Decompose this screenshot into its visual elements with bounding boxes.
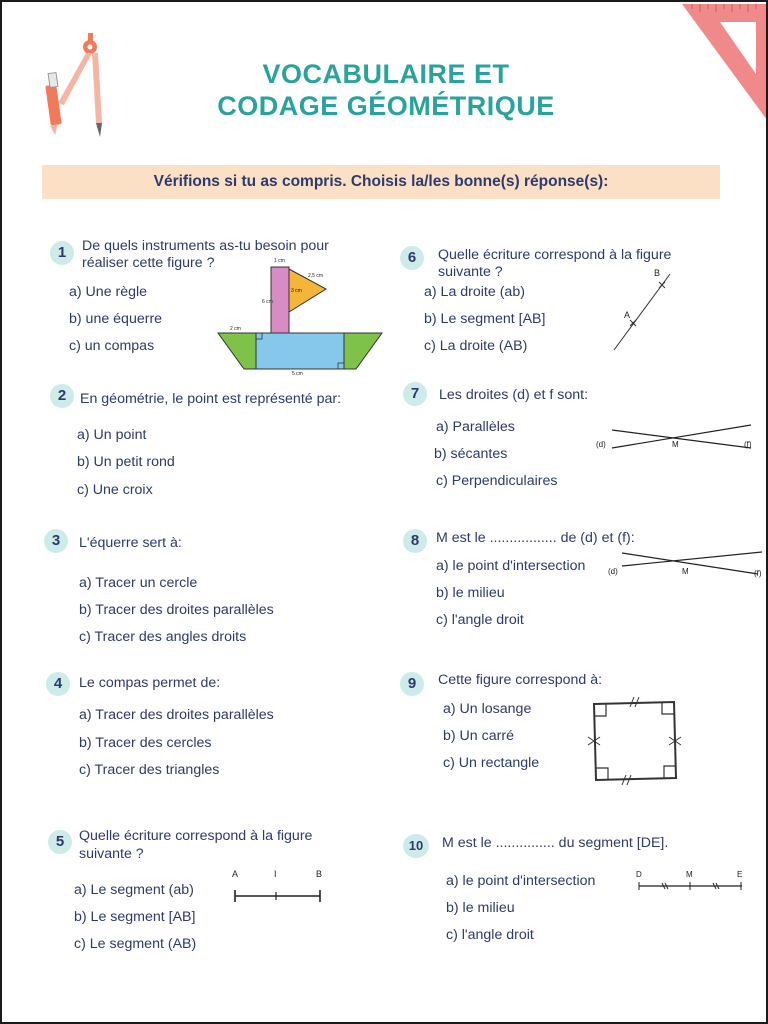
question-2-option-a[interactable]: a) Un point (77, 427, 147, 443)
question-9-option-b[interactable]: b) Un carré (443, 728, 514, 744)
boat-label-bottom: 5 cm (292, 371, 303, 377)
question-4-option-b[interactable]: b) Tracer des cercles (79, 735, 212, 751)
question-number-7: 7 (403, 382, 427, 406)
secant-lines-figure-8 (608, 548, 768, 578)
line-label-b: B (654, 268, 661, 278)
segment-ab-figure (228, 866, 328, 906)
question-number-2: 2 (50, 384, 74, 408)
question-9-option-c[interactable]: c) Un rectangle (443, 755, 540, 771)
page-title-line1: VOCABULAIRE ET (262, 59, 510, 89)
question-3-option-b[interactable]: b) Tracer des droites parallèles (79, 602, 274, 618)
question-7-option-c[interactable]: c) Perpendiculaires (436, 473, 558, 489)
question-2-option-b[interactable]: b) Un petit rond (77, 454, 175, 470)
line-ab-figure (608, 264, 678, 354)
question-10-option-a[interactable]: a) le point d'intersection (446, 873, 596, 889)
boat-label-slant: 2,5 cm (308, 273, 324, 279)
segment-label-b: B (316, 869, 323, 879)
boat-label-side: 6 cm (262, 299, 273, 305)
question-6-text-line1: Quelle écriture correspond à la figure (438, 247, 672, 263)
question-5-text-line2: suivante ? (79, 846, 144, 862)
question-6-option-a[interactable]: a) La droite (ab) (424, 284, 525, 300)
question-5-text-line1: Quelle écriture correspond à la figure (79, 828, 313, 844)
question-number-4: 4 (46, 672, 70, 696)
question-8-option-b[interactable]: b) le milieu (436, 585, 505, 601)
line-label-a: A (624, 310, 631, 320)
question-4-option-a[interactable]: a) Tracer des droites parallèles (79, 707, 274, 723)
boat-label-left: 2 cm (230, 326, 241, 332)
question-number-5: 5 (48, 830, 72, 854)
question-5-option-a[interactable]: a) Le segment (ab) (74, 882, 194, 898)
fig8-label-f: (f) (754, 569, 762, 578)
segment-de-figure (634, 868, 746, 892)
segment-de-label-e: E (737, 870, 743, 879)
question-5-option-c[interactable]: c) Le segment (AB) (74, 936, 197, 952)
question-number-3: 3 (44, 529, 68, 553)
question-3-option-a[interactable]: a) Tracer un cercle (79, 575, 198, 591)
question-1-text-line2: réaliser cette figure ? (82, 255, 215, 271)
question-1-option-c[interactable]: c) un compas (69, 338, 155, 354)
question-1-text-line1: De quels instruments as-tu besoin pour (82, 238, 329, 254)
question-8-option-a[interactable]: a) le point d'intersection (436, 558, 586, 574)
fig7-label-f: (f) (744, 440, 752, 449)
question-7-text-line1: Les droites (d) et f sont: (439, 387, 589, 403)
rhombus-square-figure (580, 692, 690, 792)
boat-label-top: 1 cm (274, 258, 285, 264)
question-10-option-c[interactable]: c) l'angle droit (446, 927, 534, 943)
fig7-label-m: M (672, 440, 679, 449)
secant-lines-figure-7 (596, 420, 761, 454)
question-number-1: 1 (50, 241, 74, 265)
question-10-text-line1: M est le ............... du segment [DE]. (442, 835, 669, 851)
question-8-option-c[interactable]: c) l'angle droit (436, 612, 524, 628)
question-number-10: 10 (403, 834, 429, 858)
question-2-option-c[interactable]: c) Une croix (77, 482, 153, 498)
question-7-option-b[interactable]: b) sécantes (434, 446, 508, 462)
question-9-option-a[interactable]: a) Un losange (443, 701, 532, 717)
question-1-option-b[interactable]: b) une équerre (69, 311, 163, 327)
question-6-text-line2: suivante ? (438, 264, 503, 280)
boat-label-small: 3 cm (291, 288, 302, 294)
question-3-text-line1: L'équerre sert à: (79, 535, 182, 551)
question-8-text-line1: M est le ................. de (d) et (f): (436, 530, 635, 546)
segment-label-a: A (232, 869, 239, 879)
segment-de-label-m: M (686, 870, 693, 879)
question-10-option-b[interactable]: b) le milieu (446, 900, 515, 916)
fig8-label-m: M (682, 567, 689, 576)
question-number-9: 9 (400, 672, 424, 696)
question-6-option-c[interactable]: c) La droite (AB) (424, 338, 528, 354)
question-number-8: 8 (403, 529, 427, 553)
question-2-text-line1: En géométrie, le point est représenté par: (80, 391, 342, 407)
question-4-option-c[interactable]: c) Tracer des triangles (79, 762, 220, 778)
instruction-banner: Vérifions si tu as compris. Choisis la/les bonne(s) réponse(s): (42, 165, 720, 199)
question-1-option-a[interactable]: a) Une règle (69, 284, 148, 300)
question-5-option-b[interactable]: b) Le segment [AB] (74, 909, 196, 925)
question-4-text-line1: Le compas permet de: (79, 675, 221, 691)
page-title-line2: CODAGE GÉOMÉTRIQUE (217, 91, 555, 121)
question-7-option-a[interactable]: a) Parallèles (436, 419, 515, 435)
fig7-label-d: (d) (596, 440, 606, 449)
fig8-label-d: (d) (608, 567, 618, 576)
boat-figure (216, 257, 386, 377)
question-3-option-c[interactable]: c) Tracer des angles droits (79, 629, 247, 645)
question-6-option-b[interactable]: b) Le segment [AB] (424, 311, 546, 327)
segment-label-i: I (274, 869, 277, 879)
question-number-6: 6 (400, 246, 424, 270)
question-9-text-line1: Cette figure correspond à: (438, 672, 603, 688)
segment-de-label-d: D (636, 870, 642, 879)
